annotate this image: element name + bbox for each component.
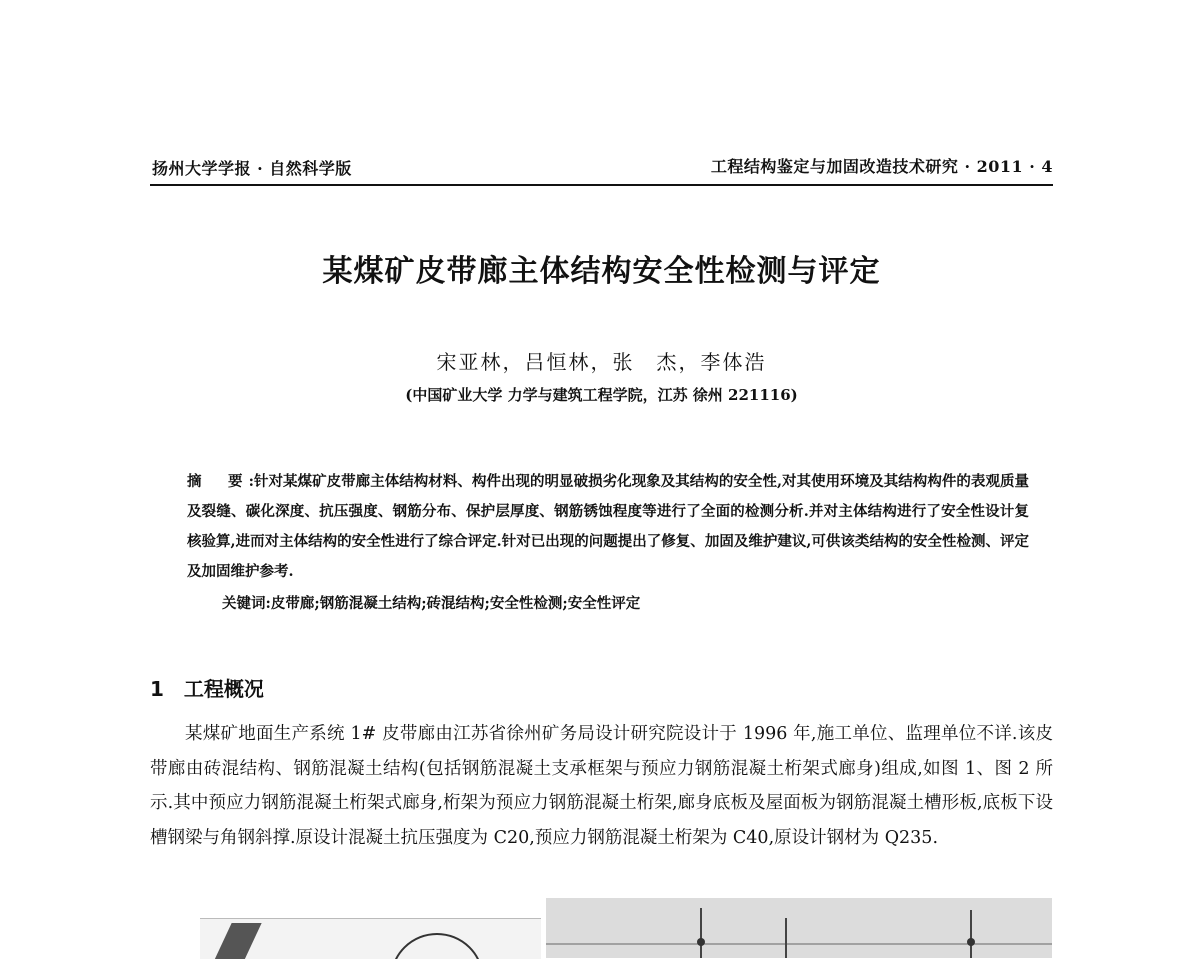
figure-1-photo <box>200 918 541 959</box>
figure-2-drawing <box>546 898 1052 958</box>
section-number: 1 <box>150 677 164 701</box>
keywords-text: :皮带廊;钢筋混凝土结构;砖混结构;安全性检测;安全性评定 <box>265 595 641 612</box>
abstract-label: 摘 要 <box>187 473 249 490</box>
journal-name: 扬州大学学报 · 自然科学版 <box>152 159 352 178</box>
section-paragraph: 某煤矿地面生产系统 1# 皮带廊由江苏省徐州矿务局设计研究院设计于 1996 年,施工单位、监理单位不详.该皮带廊由砖混结构、钢筋混凝土结构(包括钢筋混凝土支承框架与预应力钢筋混凝土桁架式廊身)组成,如图 1、图 2 所示.其中预应力钢筋混凝土桁架式廊身,桁架为预应力钢筋混凝土桁架,廊身底板及屋面板为钢筋混凝土槽形板,底板下设槽钢梁与角钢斜撑.原设计混凝土抗压强度为 C20,预应力钢筋混凝土桁架为 C40,原设计钢材为 Q235. <box>150 724 1053 848</box>
paper-title: 某煤矿皮带廊主体结构安全性检测与评定 <box>322 254 881 289</box>
keywords-label: 关键词 <box>222 595 266 612</box>
section-heading <box>150 673 264 702</box>
author-list: 宋亚林，吕恒林，张 杰，李体浩 <box>436 350 767 374</box>
abstract <box>187 467 1029 587</box>
figure-1-dark-region <box>208 923 261 959</box>
drawing-node-1 <box>697 938 705 946</box>
section-title: 工程概况 <box>183 677 264 701</box>
abstract-text: :针对某煤矿皮带廊主体结构材料、构件出现的明显破损劣化现象及其结构的安全性,对其使用环境及其结构构件的表观质量及裂缝、碳化深度、抗压强度、钢筋分布、保护层厚度、钢筋锈蚀程度等进行了全面的检测分析.并对主体结构进行了安全性设计复核验算,进而对主体结构的安全性进行了综合评定.针对已出现的问题提出了修复、加固及维护建议,可供该类结构的安全性检测、评定及加固维护参考. <box>187 473 1029 580</box>
running-header <box>150 150 1053 186</box>
figure-2-svg <box>546 898 1052 958</box>
keywords <box>222 592 1029 613</box>
figure-1-circle <box>390 933 484 959</box>
issue-info: 工程结构鉴定与加固改造技术研究 · 2011 · 4 <box>710 157 1053 176</box>
author-affiliation: (中国矿业大学 力学与建筑工程学院，江苏 徐州 221116) <box>405 386 798 404</box>
drawing-node-2 <box>967 938 975 946</box>
